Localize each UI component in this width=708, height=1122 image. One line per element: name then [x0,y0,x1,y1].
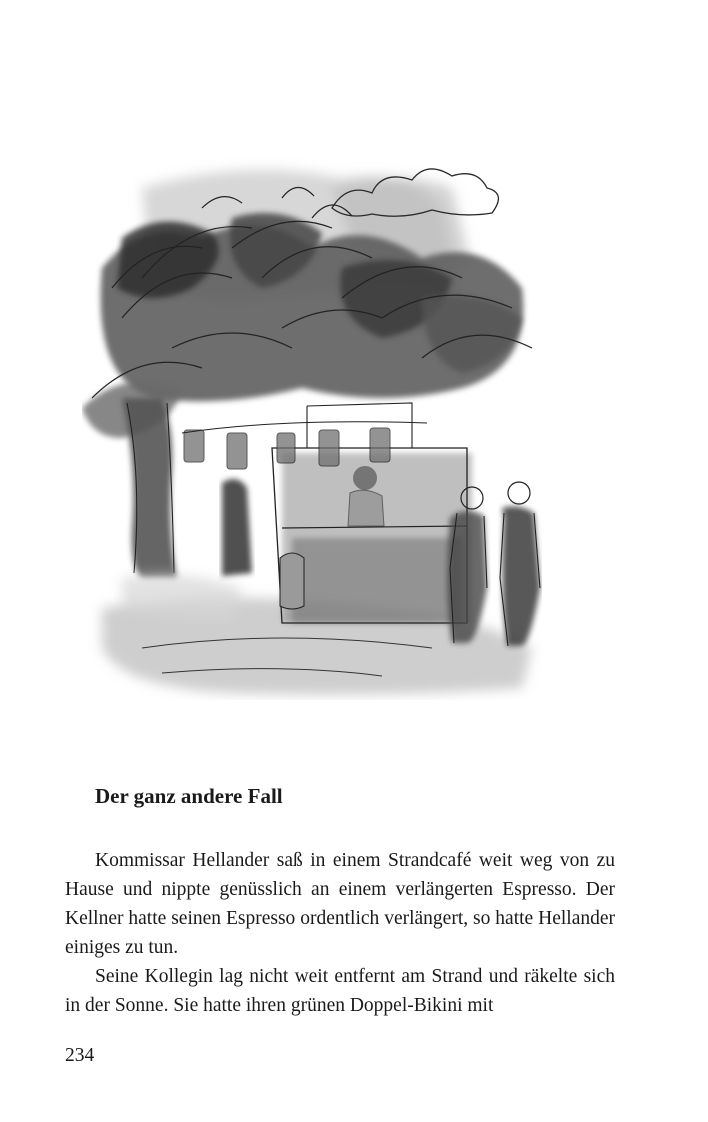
paragraph: Kommissar Hellander saß in einem Strandcafé weit weg von zu Hause und nippte genüsslich an einem verlängerten Espresso. Der Kellner hatte seinen Espresso ordentlich verlängert, so hatte Hellander einiges zu tun. [65,850,615,958]
paragraph: Seine Kollegin lag nicht weit entfernt am Strand und räkelte sich in der Sonne. Sie hatte ihren grünen Doppel-Bikini mit [65,966,615,1016]
body-text [65,846,615,1020]
figure-dark [222,479,252,576]
ink-wash-illustration [82,148,542,700]
chapter-title: Der ganz andere Fall [95,784,283,808]
page-number: 234 [65,1045,95,1066]
